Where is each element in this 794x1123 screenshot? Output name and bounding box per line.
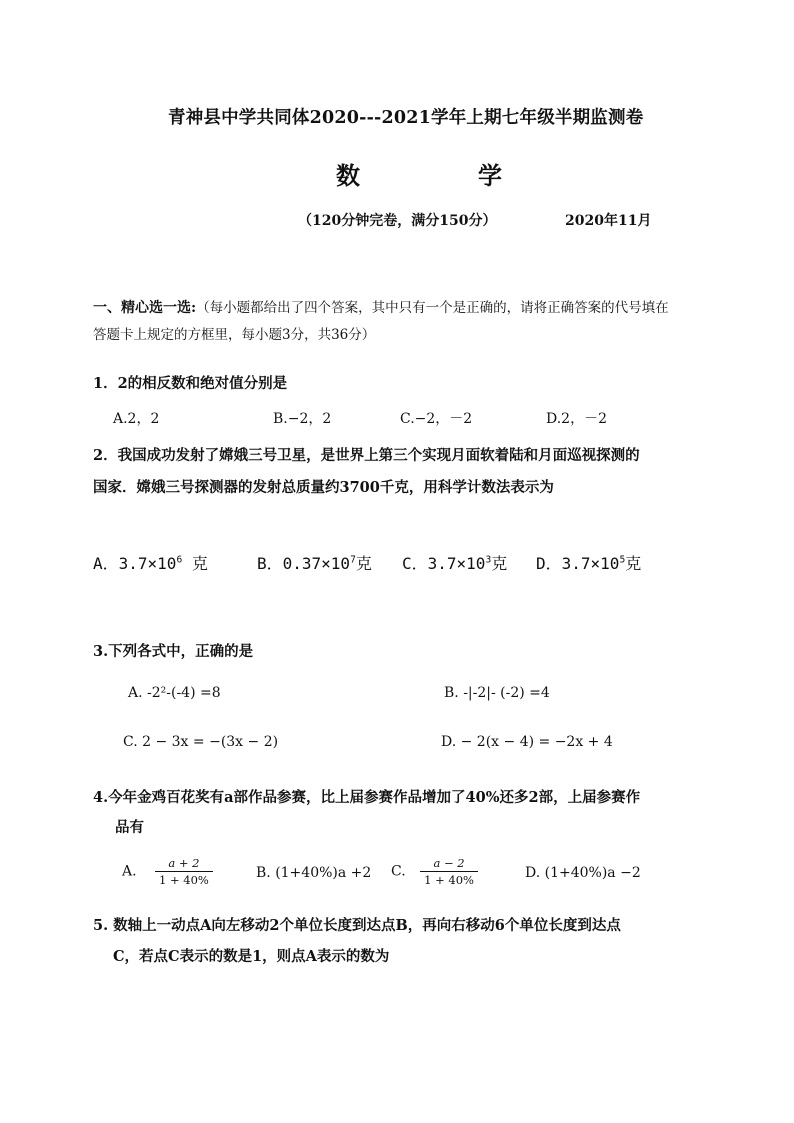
q4-option-c: [391, 856, 478, 887]
q1-option-d: D.2，－2: [546, 411, 607, 427]
q2-stem-line1: 2．我国成功发射了嫦娥三号卫星，是世界上第三个实现月面软着陆和月面巡视探测的: [93, 447, 640, 464]
section-1-intro: [93, 296, 669, 317]
section-1-note-line1: （每小题都给出了四个答案，其中只有一个是正确的，请将正确答案的代号填在: [196, 300, 669, 316]
section-1-note-line2: 答题卡上规定的方框里，每小题3分，共36分）: [93, 327, 376, 343]
q1-option-c: C.−2，－2: [400, 411, 473, 427]
q1-option-a: A.2，2: [113, 411, 160, 427]
subject-char-2: 学: [478, 161, 502, 190]
q2-option-d-base: D．3.7×10: [536, 554, 620, 573]
q4-option-c-fraction: [420, 856, 478, 887]
q2-option-a-base: A．3.7×10: [93, 554, 177, 573]
q4-option-a-numerator: a + 2: [168, 856, 200, 870]
q4-option-c-label: C.: [391, 863, 406, 880]
q2-option-c-exponent: 3: [485, 554, 492, 566]
subject-char-1: 数: [336, 161, 360, 190]
exam-date: 2020年11月: [565, 213, 652, 229]
section-1-heading: 一、精心选一选:: [93, 300, 197, 316]
q2-option-d: [536, 551, 641, 574]
q4-option-a-label: A.: [122, 863, 137, 880]
exam-info: （120分钟完卷，满分150分）: [298, 213, 497, 229]
q2-option-a: [93, 551, 208, 574]
q4-option-a: [122, 856, 213, 887]
q2-option-d-exponent: 5: [619, 554, 626, 566]
q4-option-d: D. (1+40%)a −2: [525, 865, 641, 881]
q3-stem: 3.下列各式中，正确的是: [93, 643, 254, 660]
q4-option-b: B. (1+40%)a +2: [256, 865, 372, 881]
q2-option-a-unit: 克: [182, 554, 208, 573]
q4-option-c-denominator: 1 + 40%: [424, 873, 474, 887]
q3-option-c: C. 2 − 3x = −(3x − 2): [123, 734, 279, 750]
q3-option-a: A. -2²-(-4) =8: [128, 685, 221, 701]
q1-stem: 1．2的相反数和绝对值分别是: [93, 375, 288, 392]
q2-option-c: [402, 551, 507, 574]
q2-option-d-unit: 克: [625, 554, 642, 573]
q2-option-b-base: B．0.37×10: [257, 554, 351, 573]
exam-title: 青神县中学共同体2020---2021学年上期七年级半期监测卷: [168, 108, 644, 128]
q2-option-c-base: C．3.7×10: [402, 554, 486, 573]
q4-option-c-numerator: a − 2: [433, 856, 465, 870]
q1-option-b: B.−2，2: [273, 411, 332, 427]
q2-option-b-exponent: 7: [350, 554, 356, 566]
q4-option-a-fraction: [155, 856, 213, 887]
q4-option-a-denominator: 1 + 40%: [159, 873, 209, 887]
q3-option-d: D. − 2(x − 4) = −2x + 4: [441, 734, 613, 750]
q5-stem-line1: 5. 数轴上一动点A向左移动2个单位长度到达点B，再向右移动6个单位长度到达点: [93, 917, 621, 934]
q4-stem-line1: 4.今年金鸡百花奖有a部作品参赛，比上届参赛作品增加了40%还多2部，上届参赛作: [93, 789, 641, 806]
q2-option-c-unit: 克: [491, 554, 508, 573]
q2-stem-line2: 国家．嫦娥三号探测器的发射总质量约3700千克，用科学计数法表示为: [93, 479, 554, 496]
q2-option-b: [257, 551, 372, 574]
q5-stem-line2: C，若点C表示的数是1，则点A表示的数为: [113, 948, 390, 965]
q4-stem-line2: 品有: [115, 819, 144, 836]
q2-option-b-unit: 克: [355, 554, 372, 573]
q2-option-a-exponent: 6: [176, 554, 183, 566]
q3-option-b: B. -|-2|- (-2) =4: [444, 685, 550, 701]
